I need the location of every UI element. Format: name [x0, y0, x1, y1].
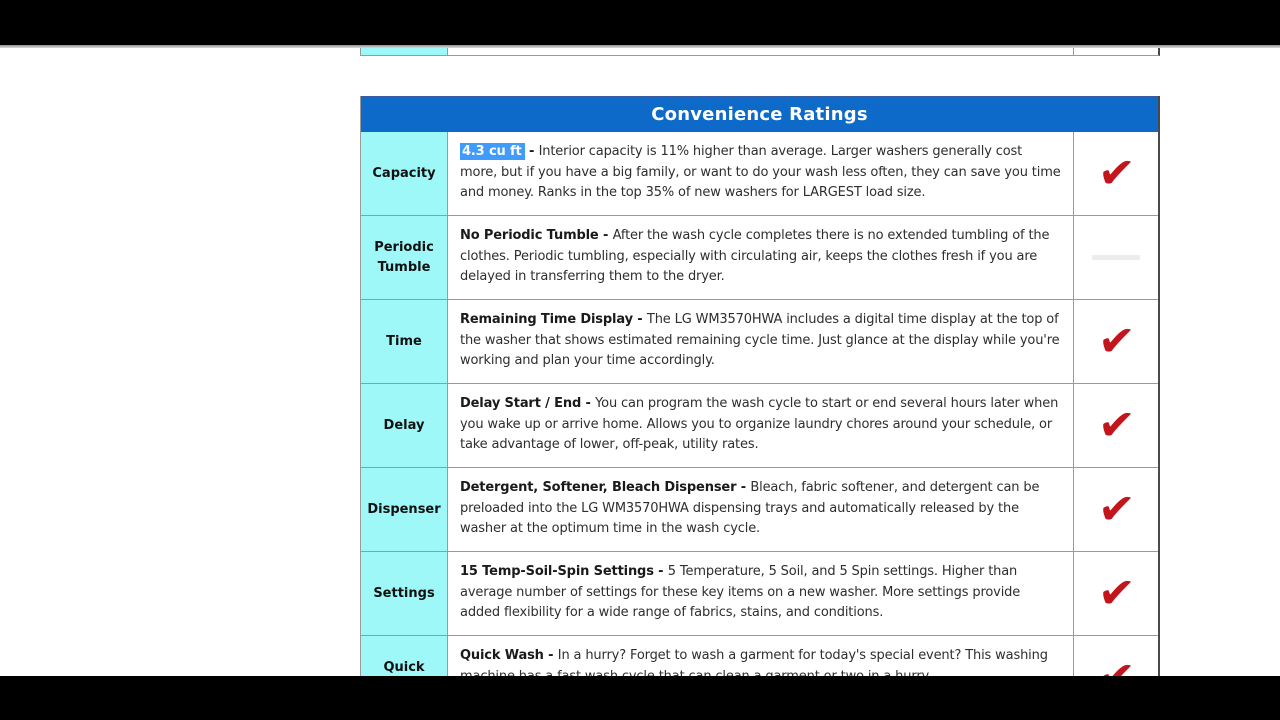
check-icon: ✔	[1095, 146, 1137, 200]
row-description	[448, 552, 1074, 635]
row-lead-text: Detergent, Softener, Bleach Dispenser	[460, 480, 737, 495]
letterbox-bottom-bar	[0, 676, 1280, 720]
letterbox-top-bar	[0, 0, 1280, 45]
previous-row-check-cell	[1074, 48, 1158, 55]
row-rating-cell	[1074, 468, 1158, 551]
convenience-ratings-table	[360, 96, 1160, 720]
check-icon: ✔	[1095, 566, 1137, 620]
row-label: Capacity	[361, 132, 448, 215]
row-body-text: Bleach, fabric softener, and detergent can be preloaded into the LG WM3570HWA dispensing trays and automatically released by the washer at the optimum time in the wash cycle.	[460, 480, 1040, 536]
row-description	[448, 468, 1074, 551]
previous-row-body-cell	[448, 48, 1074, 55]
row-rating-cell	[1074, 216, 1158, 299]
row-body-text: The LG WM3570HWA includes a digital time display at the top of the washer that shows estimated remaining cycle time. Just glance at the display while you're working and plan your time accordingly.	[460, 312, 1060, 368]
row-description	[448, 216, 1074, 299]
row-body-text: 5 Temperature, 5 Soil, and 5 Spin settings. Higher than average number of settings for these key items on a new washer. More settings provide added flexibility for a wide range of fabrics, stains, and conditions.	[460, 564, 1021, 620]
table-row	[361, 132, 1158, 216]
row-rating-cell	[1074, 300, 1158, 383]
table-row	[361, 468, 1158, 552]
row-label: Settings	[361, 552, 448, 635]
check-icon: ✔	[1095, 314, 1137, 368]
table-row	[361, 216, 1158, 300]
row-separator: -	[524, 144, 539, 159]
row-description	[448, 300, 1074, 383]
table-header	[361, 96, 1158, 132]
ratings-table-body	[361, 132, 1158, 720]
row-rating-cell	[1074, 552, 1158, 635]
row-description	[448, 132, 1074, 215]
row-separator: -	[653, 564, 668, 579]
row-body-text: After the wash cycle completes there is no extended tumbling of the clothes. Periodic tumbling, especially with circulating air, keeps the clothes fresh if you are delayed in transferring them to the dryer.	[460, 228, 1050, 284]
row-lead-text: Remaining Time Display	[460, 312, 633, 327]
table-row	[361, 300, 1158, 384]
check-icon: ✔	[1095, 482, 1137, 536]
table-title: Convenience Ratings	[651, 103, 868, 125]
row-rating-cell	[1074, 132, 1158, 215]
row-body-text: Interior capacity is 11% higher than average. Larger washers generally cost more, but if you have a big family, or want to do your wash less often, they can save you time and money. Ranks in the top 35% of new washers for LARGEST load size.	[460, 144, 1061, 200]
row-rating-cell	[1074, 384, 1158, 467]
row-label: Quick	[361, 636, 448, 719]
row-separator: -	[543, 648, 558, 663]
selected-text[interactable]: 4.3 cu ft	[460, 143, 525, 160]
previous-row-label-cell	[361, 48, 448, 55]
row-separator: -	[736, 480, 751, 495]
row-description	[448, 384, 1074, 467]
row-lead-text: Quick Wash	[460, 648, 544, 663]
table-row	[361, 552, 1158, 636]
row-label: Periodic Tumble	[361, 216, 448, 299]
check-icon: ✔	[1095, 398, 1137, 452]
table-row	[361, 384, 1158, 468]
row-lead-text: 15 Temp-Soil-Spin Settings	[460, 564, 654, 579]
row-label: Dispenser	[361, 468, 448, 551]
row-separator: -	[632, 312, 647, 327]
row-label: Time	[361, 300, 448, 383]
row-lead-text: Delay Start / End	[460, 396, 582, 411]
row-lead-text: No Periodic Tumble	[460, 228, 599, 243]
row-separator: -	[581, 396, 596, 411]
no-rating-dash	[1092, 255, 1140, 260]
row-body-text: In a hurry? Forget to wash a garment for today's special event? This washing	[557, 648, 1048, 663]
row-body-text: You can program the wash cycle to start or end several hours later when you wake up or arrive home. Allows you to organize laundry chores around your schedule, or take advantage of lower, off-peak, utility rates.	[460, 396, 1059, 452]
row-separator: -	[598, 228, 613, 243]
previous-table-partial-row	[360, 48, 1160, 56]
row-label: Delay	[361, 384, 448, 467]
